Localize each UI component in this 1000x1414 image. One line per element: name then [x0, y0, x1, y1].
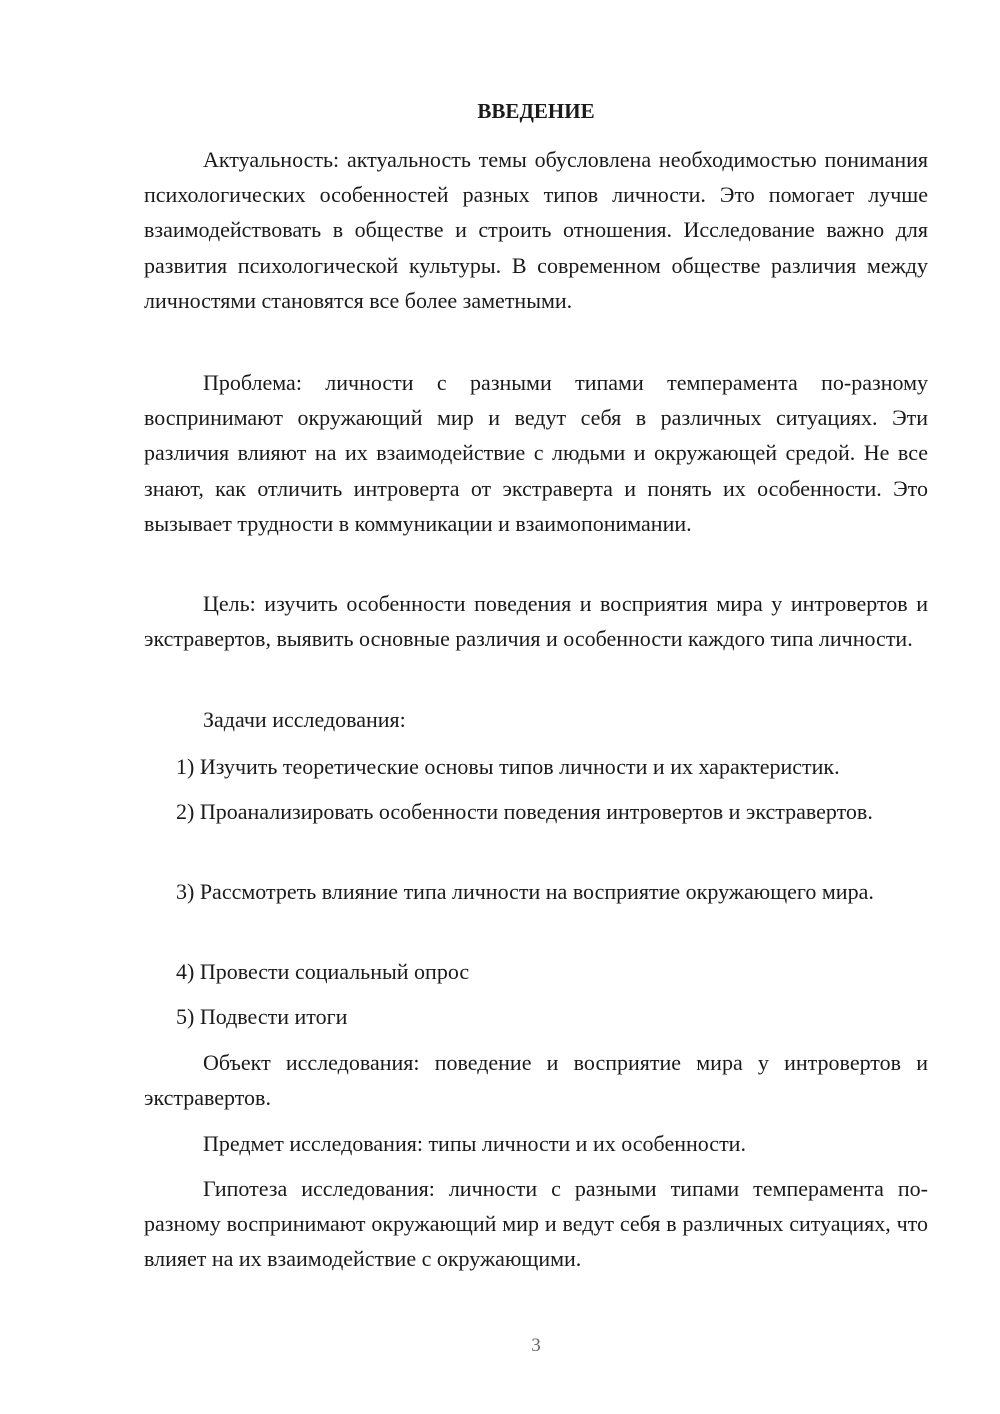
- paragraph-subject: Предмет исследования: типы личности и их особенности.: [203, 1131, 746, 1156]
- task-item-1: 1) Изучить теоретические основы типов личности и их характеристик.: [176, 754, 840, 779]
- paragraph-goal: Цель: изучить особенности поведения и восприятия мира у интровертов и экстравертов, выявить основные различия и особенности каждого типа личности.: [144, 591, 928, 652]
- task-item-4: 4) Провести социальный опрос: [176, 959, 470, 984]
- page-number: 3: [531, 1335, 541, 1356]
- task-item-5: 5) Подвести итоги: [176, 1004, 348, 1029]
- page-title: ВВЕДЕНИЕ: [477, 99, 595, 123]
- paragraph-object: Объект исследования: поведение и восприятие мира у интровертов и экстравертов.: [144, 1050, 928, 1111]
- task-item-3: 3) Рассмотреть влияние типа личности на восприятие окружающего мира.: [176, 879, 874, 904]
- tasks-title: Задачи исследования:: [203, 707, 406, 732]
- task-item-2: 2) Проанализировать особенности поведения интровертов и экстравертов.: [176, 799, 873, 824]
- paragraph-problem: Проблема: личности с разными типами темперамента по-разному воспринимают окружающий мир и ведут себя в различных ситуациях. Эти различия влияют на их взаимодействие с людьми и окружающей средой. Не все знают, как отличить интроверта от экстраверта и понять их особенности. Это вызывает трудности в коммуникации и взаимопонимании.: [144, 370, 928, 536]
- paragraph-relevance: Актуальность: актуальность темы обусловлена необходимостью понимания психологических особенностей разных типов личности. Это помогает лучше взаимодействовать в обществе и строить отношения. Исследование важно для развития психологической культуры. В современном обществе различия между личностями становятся все более заметными.: [144, 147, 928, 313]
- paragraph-hypothesis: Гипотеза исследования: личности с разными типами темперамента по-разному воспринимают окружающий мир и ведут себя в различных ситуациях, что влияет на их взаимодействие с окружающими.: [144, 1176, 928, 1272]
